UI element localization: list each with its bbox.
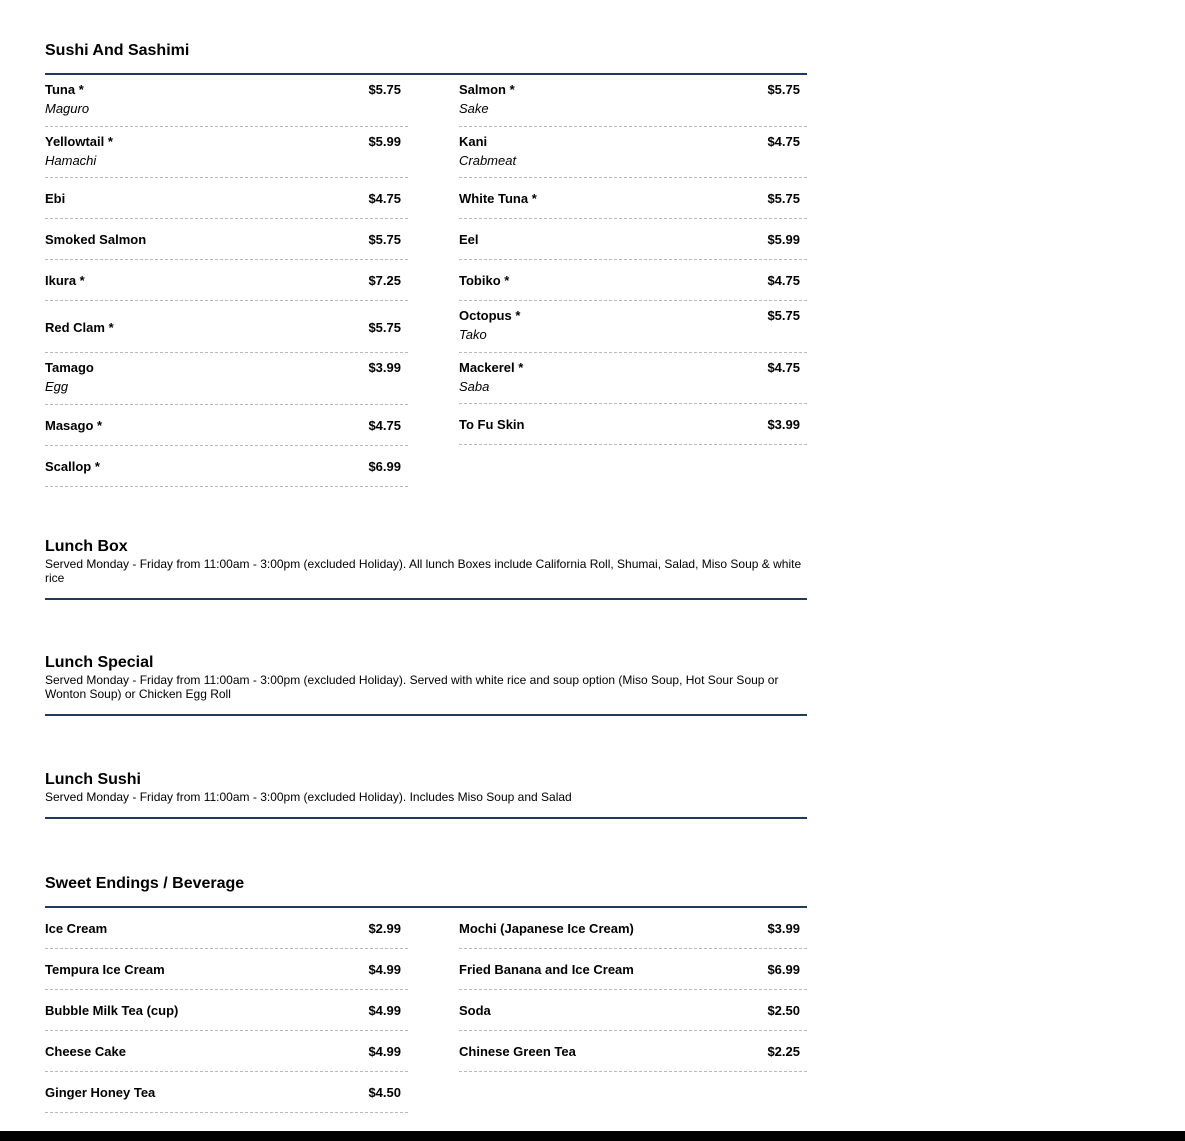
menu-item[interactable]: [459, 127, 807, 179]
item-price: $5.75: [368, 82, 401, 97]
menu-item[interactable]: [459, 404, 807, 445]
section-description: Served Monday - Friday from 11:00am - 3:00pm (excluded Holiday). Includes Miso Soup and Salad: [45, 790, 572, 804]
item-name: Masago *: [45, 417, 103, 433]
section-title: Sushi And Sashimi: [45, 42, 190, 59]
item-price: $4.75: [767, 273, 800, 288]
section-title: Lunch Sushi: [45, 771, 141, 788]
lunch-sushi-section[interactable]: [45, 770, 807, 819]
menu-item[interactable]: [45, 446, 408, 487]
item-price: $4.75: [767, 133, 800, 149]
item-price: $5.99: [368, 133, 401, 149]
lunch-box-section[interactable]: [45, 537, 807, 600]
sweet-left-column: [45, 908, 408, 1113]
menu-item[interactable]: [459, 353, 807, 405]
menu-item[interactable]: [459, 260, 807, 301]
item-price: $2.99: [368, 921, 401, 936]
item-price: $5.75: [767, 82, 800, 97]
item-subtitle: Crabmeat: [459, 152, 517, 168]
section-divider: [45, 598, 807, 600]
item-price: $5.75: [767, 308, 800, 323]
footer-bar: [0, 1131, 1185, 1141]
menu-item[interactable]: [45, 219, 408, 260]
menu-item[interactable]: [459, 1031, 807, 1072]
menu-item[interactable]: [459, 949, 807, 990]
item-name: To Fu Skin: [459, 417, 525, 432]
menu-item[interactable]: [45, 1072, 408, 1113]
item-price: $6.99: [368, 458, 401, 474]
item-price: $4.99: [368, 962, 401, 977]
item-subtitle: Hamachi: [45, 152, 97, 168]
menu-item[interactable]: [45, 908, 408, 949]
menu-item[interactable]: [45, 127, 408, 179]
item-price: $4.50: [368, 1085, 401, 1100]
item-name: Red Clam *: [45, 320, 114, 335]
section-divider: [45, 714, 807, 716]
item-name: Chinese Green Tea: [459, 1044, 576, 1059]
menu-item[interactable]: [459, 75, 807, 127]
menu-item[interactable]: [45, 75, 408, 127]
item-name: Tuna *: [45, 82, 84, 97]
item-name: Ebi: [45, 191, 66, 206]
item-subtitle: Sake: [459, 101, 489, 116]
item-subtitle: Maguro: [45, 101, 90, 116]
menu-item[interactable]: [459, 219, 807, 260]
menu-item[interactable]: [45, 178, 408, 219]
item-name: Salmon *: [459, 82, 515, 97]
item-price: $3.99: [368, 360, 401, 375]
item-price: $2.50: [767, 1003, 800, 1018]
section-title: Lunch Special: [45, 654, 154, 671]
item-name: Bubble Milk Tea (cup): [45, 1003, 179, 1018]
item-price: $7.25: [368, 273, 401, 288]
item-name: Tamago: [45, 360, 94, 375]
menu-item[interactable]: [459, 178, 807, 219]
item-name: Ice Cream: [45, 921, 108, 936]
menu-item[interactable]: [45, 990, 408, 1031]
item-price: $5.75: [767, 191, 800, 206]
section-divider: [45, 817, 807, 819]
menu-item[interactable]: [459, 990, 807, 1031]
item-name: Soda: [459, 1003, 491, 1018]
item-price: $3.99: [767, 417, 800, 432]
menu-item[interactable]: [45, 353, 408, 405]
section-title: Lunch Box: [45, 538, 128, 555]
menu-item[interactable]: [45, 260, 408, 301]
item-subtitle: Saba: [459, 378, 490, 394]
item-price: $3.99: [767, 921, 800, 936]
menu-item[interactable]: [45, 405, 408, 446]
sushi-left-column: [45, 75, 408, 487]
item-subtitle: Egg: [45, 379, 69, 394]
item-name: Ginger Honey Tea: [45, 1085, 156, 1100]
item-name: Mackerel *: [459, 359, 524, 375]
item-price: $4.75: [368, 191, 401, 206]
item-name: Mochi (Japanese Ice Cream): [459, 921, 634, 936]
menu-item[interactable]: [459, 301, 807, 353]
item-price: $4.75: [368, 417, 401, 433]
item-name: Kani: [459, 133, 488, 149]
item-name: Eel: [459, 232, 479, 247]
item-price: $2.25: [767, 1044, 800, 1059]
item-name: Fried Banana and Ice Cream: [459, 962, 634, 977]
item-price: $5.99: [767, 232, 800, 247]
item-name: White Tuna *: [459, 191, 537, 206]
menu-item[interactable]: [45, 1031, 408, 1072]
item-price: $5.75: [368, 320, 401, 335]
item-name: Tobiko *: [459, 273, 510, 288]
item-price: $4.99: [368, 1003, 401, 1018]
item-name: Scallop *: [45, 458, 100, 474]
section-description: Served Monday - Friday from 11:00am - 3:00pm (excluded Holiday). All lunch Boxes include California Roll, Shumai, Salad, Miso Soup & white rice: [45, 557, 802, 585]
item-name: Smoked Salmon: [45, 232, 147, 247]
section-title: Sweet Endings / Beverage: [45, 875, 245, 892]
item-subtitle: Tako: [459, 327, 487, 342]
menu-item[interactable]: [459, 908, 807, 949]
item-name: Yellowtail *: [45, 133, 113, 149]
item-name: Tempura Ice Cream: [45, 962, 165, 977]
item-price: $6.99: [767, 962, 800, 977]
section-description: Served Monday - Friday from 11:00am - 3:00pm (excluded Holiday). Served with white rice and soup option (Miso Soup, Hot Sour Soup or Wonton Soup) or Chicken Egg Roll: [45, 673, 779, 701]
item-price: $4.75: [767, 359, 800, 375]
menu-item[interactable]: [45, 949, 408, 990]
menu-item[interactable]: [45, 301, 408, 353]
item-name: Ikura *: [45, 273, 85, 288]
sushi-right-column: [459, 75, 807, 445]
item-price: $5.75: [368, 232, 401, 247]
item-name: Cheese Cake: [45, 1044, 126, 1059]
lunch-special-section[interactable]: [45, 653, 807, 716]
sweet-right-column: [459, 908, 807, 1072]
item-price: $4.99: [368, 1044, 401, 1059]
item-name: Octopus *: [459, 308, 521, 323]
